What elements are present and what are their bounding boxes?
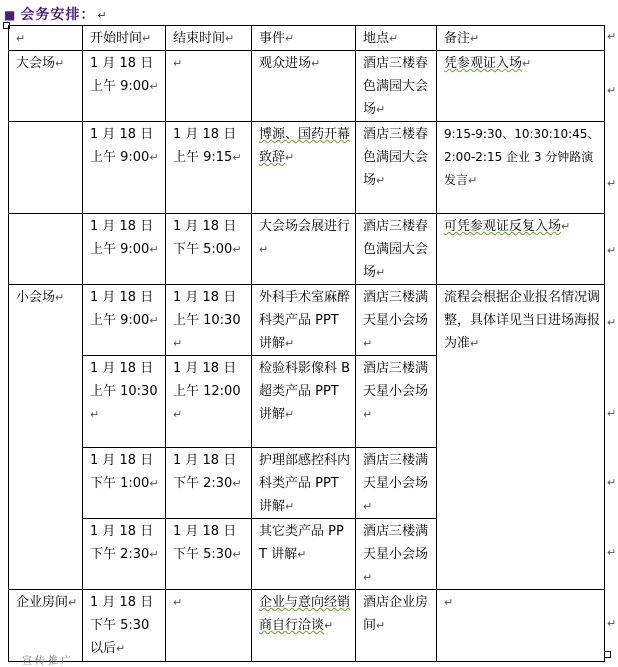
- end-time-cell: ↵: [166, 51, 252, 122]
- event-cell: 博源、国药开幕致辞↵: [252, 122, 356, 214]
- venue-cell: 企业房间↵: [9, 590, 83, 662]
- start-time-cell: 1 月 18 日上午 9:00↵: [83, 214, 166, 285]
- location-cell: 酒店三楼满天星小会场↵: [356, 285, 437, 356]
- end-time-cell: 1 月 18 日下午 2:30↵: [166, 448, 252, 519]
- row-end-mark: ↵: [607, 617, 617, 630]
- header-event: 事件↵: [252, 26, 356, 51]
- table-row: [9, 51, 605, 122]
- table-row: [9, 214, 605, 285]
- note-cell: ↵: [437, 590, 605, 662]
- start-time-cell: 1 月 18 日上午 9:00↵: [83, 285, 166, 356]
- location-cell: 酒店三楼满天星小会场↵: [356, 519, 437, 590]
- start-time-cell: 1 月 18 日上午 9:00↵: [83, 51, 166, 122]
- row-end-mark: ↵: [607, 476, 617, 489]
- row-end-mark: ↵: [607, 30, 617, 43]
- heading-bullet-icon: ■: [4, 8, 17, 22]
- schedule-table: [8, 25, 605, 662]
- row-end-mark: ↵: [607, 407, 617, 420]
- event-cell: 护理部感控科内科类产品 PPT 讲解↵: [252, 448, 356, 519]
- header-end-time: 结束时间↵: [166, 26, 252, 51]
- event-cell: 观众进场↵: [252, 51, 356, 122]
- event-cell: 检验科影像科 B 超类产品 PPT 讲解↵: [252, 356, 356, 448]
- header-note: 备注↵: [437, 26, 605, 51]
- header-cell-venue: ↵: [9, 26, 83, 51]
- location-cell: 酒店三楼满天星小会场↵: [356, 356, 437, 448]
- location-cell: 酒店企业房间↵: [356, 590, 437, 662]
- start-time-cell: 1 月 18 日下午 2:30↵: [83, 519, 166, 590]
- venue-cell: 大会场↵: [9, 51, 83, 122]
- note-cell: 可凭参观证反复入场↵: [437, 214, 605, 285]
- table-row: [9, 122, 605, 214]
- event-cell: 大会场会展进行↵: [252, 214, 356, 285]
- header-start-time: 开始时间↵: [83, 26, 166, 51]
- end-time-cell: 1 月 18 日上午 10:30↵: [166, 285, 252, 356]
- venue-cell: [9, 214, 83, 285]
- row-end-mark: ↵: [607, 244, 617, 257]
- table-header-row: [9, 26, 605, 51]
- location-cell: 酒店三楼春色满园大会场↵: [356, 122, 437, 214]
- end-time-cell: 1 月 18 日下午 5:30↵: [166, 519, 252, 590]
- header-location: 地点↵: [356, 26, 437, 51]
- venue-cell: [9, 122, 83, 214]
- row-end-mark: ↵: [607, 316, 617, 329]
- heading-return-mark: ↵: [97, 9, 108, 22]
- end-time-cell: 1 月 18 日上午 9:15↵: [166, 122, 252, 214]
- note-cell: 凭参观证入场↵: [437, 51, 605, 122]
- location-cell: 酒店三楼春色满园大会场↵: [356, 214, 437, 285]
- start-time-cell: 1 月 18 日下午 1:00↵: [83, 448, 166, 519]
- event-cell: 其它类产品 PPT 讲解↵: [252, 519, 356, 590]
- note-cell: 流程会根据企业报名情况调整，具体详见当日进场海报为准↵: [437, 285, 605, 590]
- table-row: [9, 285, 605, 356]
- row-end-mark: ↵: [607, 177, 617, 190]
- start-time-cell: 1 月 18 日上午 9:00↵: [83, 122, 166, 214]
- end-time-cell: 1 月 18 日上午 12:00↵: [166, 356, 252, 448]
- location-cell: 酒店三楼满天星小会场↵: [356, 448, 437, 519]
- venue-cell: 小会场↵: [9, 285, 83, 590]
- section-heading: [4, 4, 108, 24]
- row-end-mark: ↵: [607, 546, 617, 559]
- end-time-cell: 1 月 18 日下午 5:00↵: [166, 214, 252, 285]
- start-time-cell: 1 月 18 日下午 5:30 以后↵: [83, 590, 166, 662]
- event-cell: 外科手术室麻醉科类产品 PPT 讲解↵: [252, 285, 356, 356]
- note-cell: 9:15-9:30、10:30:10:45、2:00-2:15 企业 3 分钟路演发言↵: [437, 122, 605, 214]
- table-resize-handle[interactable]: [604, 651, 611, 658]
- start-time-cell: 1 月 18 日上午 10:30↵: [83, 356, 166, 448]
- footer-text: 宣传推广: [22, 656, 74, 667]
- location-cell: 酒店三楼春色满园大会场↵: [356, 51, 437, 122]
- heading-text: 会务安排：: [20, 7, 96, 23]
- table-row: [9, 590, 605, 662]
- event-cell: 企业与意向经销商自行洽谈↵: [252, 590, 356, 662]
- row-end-mark: ↵: [607, 84, 617, 97]
- end-time-cell: ↵: [166, 590, 252, 662]
